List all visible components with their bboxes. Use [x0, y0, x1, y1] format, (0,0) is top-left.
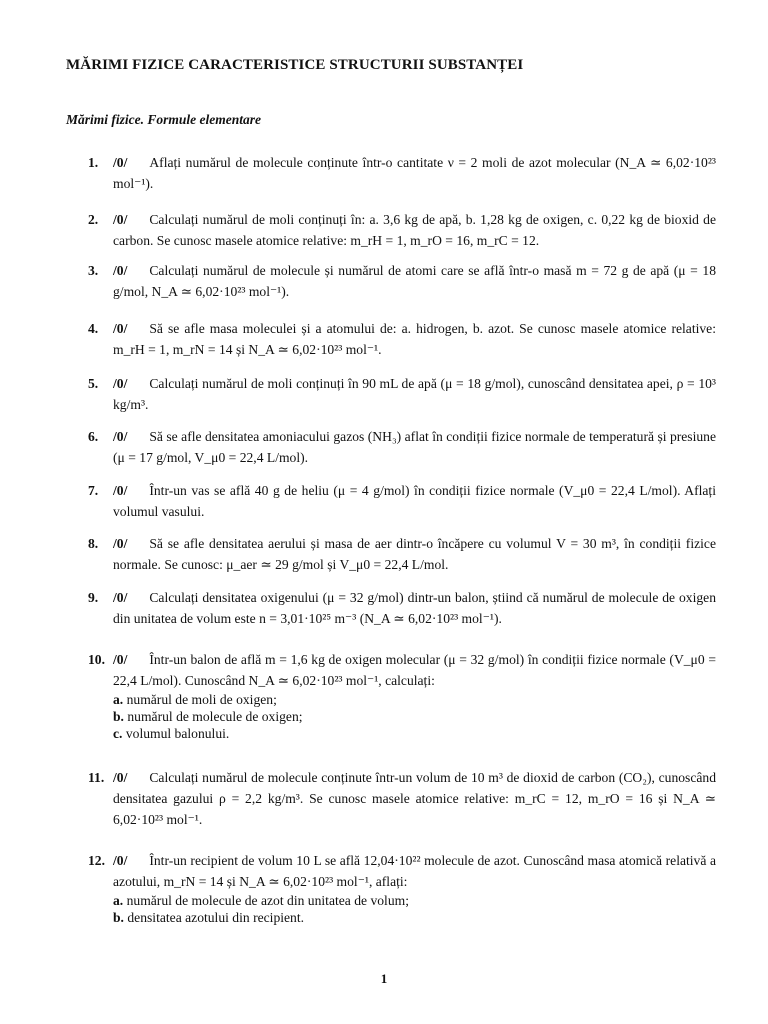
sub-question-letter: b.	[113, 709, 124, 724]
problem-text: Într-un recipient de volum 10 L se află 12,04·10²² molecule de azot. Cunoscând masa atomică relativă a azotului, m_rN = 14 și N_A ≃ 6,02·10²³ mol⁻¹, aflați:	[113, 853, 720, 889]
problem-tag: /0/	[113, 590, 128, 605]
problem-number: 7.	[88, 483, 99, 498]
problem-number: 11.	[88, 770, 105, 785]
problem-tag: /0/	[113, 155, 128, 170]
sub-question-letter: b.	[113, 910, 124, 925]
problem-number: 6.	[88, 429, 99, 444]
sub-question-text: numărul de molecule de azot din unitatea de volum;	[126, 893, 409, 908]
problem-tag: /0/	[113, 770, 128, 785]
problem-number: 8.	[88, 536, 99, 551]
problem-item	[88, 373, 720, 415]
problem-item	[88, 318, 720, 360]
problem-number: 5.	[88, 376, 99, 391]
problem-text: Aflați numărul de molecule conținute într-o cantitate ν = 2 moli de azot molecular (N_A ≃ 6,02·10²³ mol⁻¹).	[113, 155, 720, 191]
problem-number: 1.	[88, 155, 99, 170]
sub-question	[113, 708, 716, 725]
problem-text: Calculați numărul de molecule și numărul de atomi care se află într-o masă m = 72 g de apă (μ = 18 g/mol, N_A ≃ 6,02·10²³ mol⁻¹).	[113, 263, 720, 299]
sub-question-text: densitatea azotului din recipient.	[127, 910, 305, 925]
sub-question	[113, 691, 716, 708]
problem-tag: /0/	[113, 321, 128, 336]
problem-number: 10.	[88, 652, 105, 667]
problem-tag: /0/	[113, 263, 128, 278]
problem-item	[88, 480, 720, 522]
sub-question-list	[88, 691, 716, 742]
problem-tag: /0/	[113, 536, 128, 551]
problem-text: Într-un vas se află 40 g de heliu (μ = 4 g/mol) în condiții fizice normale (V_μ0 = 22,4 L/mol). Aflați volumul vasului.	[113, 483, 720, 519]
sub-question-text: numărul de moli de oxigen;	[126, 692, 277, 707]
sub-question-list	[88, 892, 716, 926]
problem-text: Să se afle masa moleculei și a atomului de: a. hidrogen, b. azot. Se cunosc masele atomice relative: m_rH = 1, m_rN = 14 și N_A ≃ 6,02·10²³ mol⁻¹.	[113, 321, 720, 357]
problem-text: Calculați numărul de moli conținuți în 90 mL de apă (μ = 18 g/mol), cunoscând densitatea apei, ρ = 10³ kg/m³.	[113, 376, 720, 412]
problem-number: 9.	[88, 590, 99, 605]
problem-number: 3.	[88, 263, 99, 278]
problem-text: Să se afle densitatea amoniacului gazos (NH₃) aflat în condiții fizice normale de temperatură și presiune (μ = 17 g/mol, V_μ0 = 22,4 L/mol).	[113, 429, 720, 465]
sub-question	[113, 725, 716, 742]
page-title: MĂRIMI FIZICE CARACTERISTICE STRUCTURII SUBSTANȚEI	[66, 57, 524, 73]
problem-tag: /0/	[113, 212, 128, 227]
sub-question-letter: a.	[113, 692, 124, 707]
problem-item	[88, 533, 720, 575]
problem-text: Într-un balon de află m = 1,6 kg de oxigen molecular (μ = 32 g/mol) în condiții fizice normale (V_μ0 = 22,4 L/mol). Cunoscând N_A ≃ 6,02·10²³ mol⁻¹, calculați:	[113, 652, 720, 688]
problem-item	[88, 649, 720, 742]
problem-number: 2.	[88, 212, 99, 227]
problem-item	[88, 587, 720, 629]
problem-item	[88, 209, 720, 251]
problem-text: Calculați numărul de molecule conținute într-un volum de 10 m³ de dioxid de carbon (CO₂), cunoscând densitatea gazului ρ = 2,2 kg/m³. Se cunosc masele atomice relative: m_rC = 12, m_rO = 16 și N_A ≃ 6,02·10²³ mol⁻¹.	[113, 770, 720, 827]
page-number: 1	[380, 971, 388, 986]
sub-question-letter: c.	[113, 726, 123, 741]
problem-text: Calculați numărul de moli conținuți în: a. 3,6 kg de apă, b. 1,28 kg de oxigen, c. 0,22 kg de bioxid de carbon. Se cunosc masele atomice relative: m_rH = 1, m_rO = 16, m_rC = 12.	[113, 212, 720, 248]
sub-question	[113, 892, 716, 909]
problem-tag: /0/	[113, 429, 128, 444]
problem-item	[88, 152, 720, 194]
problem-item	[88, 767, 720, 830]
problem-number: 4.	[88, 321, 99, 336]
problem-text: Să se afle densitatea aerului și masa de aer dintr-o încăpere cu volumul V = 30 m³, în condiții fizice normale. Se cunosc: μ_aer ≃ 29 g/mol și V_μ0 = 22,4 L/mol.	[113, 536, 720, 572]
sub-question-letter: a.	[113, 893, 124, 908]
sub-question	[113, 909, 716, 926]
problem-item	[88, 260, 720, 302]
problem-number: 12.	[88, 853, 105, 868]
sub-question-text: numărul de molecule de oxigen;	[127, 709, 303, 724]
problem-text: Calculați densitatea oxigenului (μ = 32 g/mol) dintr-un balon, știind că numărul de molecule de oxigen din unitatea de volum este n = 3,01·10²⁵ m⁻³ (N_A ≃ 6,02·10²³ mol⁻¹).	[113, 590, 720, 626]
problem-tag: /0/	[113, 376, 128, 391]
problem-tag: /0/	[113, 652, 128, 667]
problem-item	[88, 850, 720, 926]
section-subtitle: Mărimi fizice. Formule elementare	[66, 112, 261, 127]
sub-question-text: volumul balonului.	[125, 726, 230, 741]
problem-item	[88, 426, 720, 468]
problem-tag: /0/	[113, 483, 128, 498]
problem-tag: /0/	[113, 853, 128, 868]
